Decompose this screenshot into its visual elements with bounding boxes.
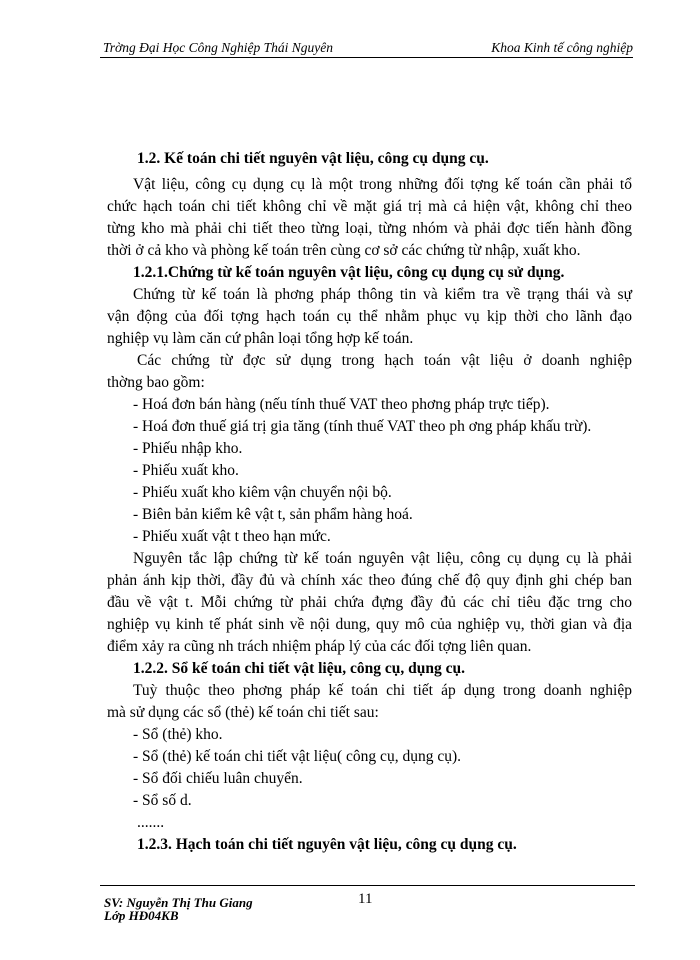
list-item: - Phiếu xuất vật t theo hạn mức. (133, 528, 331, 545)
header-divider (100, 57, 633, 58)
paragraph-line: Nguyên tắc lập chứng từ kế toán nguyên vật liệu, công cụ dụng cụ là phải (133, 550, 632, 567)
list-item: - Phiếu nhập kho. (133, 440, 243, 457)
paragraph-line: đầu về vật t. Mỗi chứng từ phải chứa đựng đầy đủ các chỉ tiêu đặc trng cho (107, 594, 632, 611)
section-heading-1-2-3: 1.2.3. Hạch toán chi tiết nguyên vật liệu, công cụ dụng cụ. (137, 836, 517, 853)
paragraph-line: Các chứng từ đợc sử dụng trong hạch toán vật liệu ở doanh nghiệp (137, 352, 632, 369)
section-heading-1-2: 1.2. Kế toán chi tiết nguyên vật liệu, công cụ dụng cụ. (137, 150, 489, 167)
list-item: - Sổ số d. (133, 792, 192, 809)
page-number: 11 (358, 891, 373, 907)
paragraph-line: Tuỳ thuộc theo phơng pháp kế toán chi tiết áp dụng trong doanh nghiệp (133, 682, 632, 699)
class-code: Lớp HĐ04KB (104, 908, 179, 923)
list-item: - Hoá đơn bán hàng (nếu tính thuế VAT theo phơng pháp trực tiếp). (133, 396, 550, 413)
list-item: - Sổ đối chiếu luân chuyển. (133, 770, 303, 787)
list-item: - Hoá đơn thuế giá trị gia tăng (tính thuế VAT theo ph ơng pháp khấu trừ). (133, 418, 592, 435)
paragraph-line: Vật liệu, công cụ dụng cụ là một trong những đối tợng kế toán cần phải tổ (133, 176, 632, 193)
university-name: Trờng Đại Học Công Nghiệp Thái Nguyên (103, 40, 333, 55)
list-item: - Sổ (thẻ) kế toán chi tiết vật liệu( công cụ, dụng cụ). (133, 748, 461, 765)
paragraph-line: từng kho mà phải chi tiết theo từng loại, từng nhóm và phải đợc tiến hành đồng (107, 220, 632, 237)
list-item: - Phiếu xuất kho kiêm vận chuyển nội bộ. (133, 484, 392, 501)
paragraph-line: chức hạch toán chi tiết không chỉ về mặt giá trị mà cả hiện vật, không chỉ theo (107, 198, 632, 215)
list-item: - Sổ (thẻ) kho. (133, 726, 223, 743)
paragraph-line: Chứng từ kế toán là phơng pháp thông tin và kiểm tra về trạng thái và sự (133, 286, 632, 303)
list-item: - Biên bản kiểm kê vật t, sản phẩm hàng hoá. (133, 506, 413, 523)
paragraph-line: thời ở cả kho và phòng kế toán trên cùng cơ sở các chứng từ nhập, xuất kho. (107, 242, 581, 259)
paragraph-line: thờng bao gồm: (107, 374, 205, 391)
section-heading-1-2-1: 1.2.1.Chứng từ kế toán nguyên vật liệu, công cụ dụng cụ sử dụng. (133, 264, 565, 281)
paragraph-line: vận động của đối tợng hạch toán cụ thể nhằm phục vụ kịp thời cho lãnh đạo (107, 308, 632, 325)
paragraph-line: phản ánh kịp thời, đầy đủ và chính xác theo đúng chế độ quy định ghi chép ban (107, 572, 632, 589)
paragraph-line: nghiệp vụ làm căn cứ phân loại tổng hợp kế toán. (107, 330, 414, 347)
page-footer (100, 885, 635, 945)
student-name: SV: Nguyễn Thị Thu Giang (104, 895, 253, 910)
page-header (100, 30, 633, 58)
footer-divider (100, 885, 635, 886)
section-heading-1-2-2: 1.2.2. Sổ kế toán chi tiết vật liệu, công cụ, dụng cụ. (133, 660, 465, 677)
list-item: - Phiếu xuất kho. (133, 462, 239, 479)
faculty-name: Khoa Kinh tế công nghiệp (491, 40, 633, 55)
paragraph-line: nghiệp vụ kinh tế phát sinh về nội dung, quy mô của nghiệp vụ, thời gian và địa (107, 616, 632, 633)
paragraph-line: mà sử dụng các sổ (thẻ) kế toán chi tiết sau: (107, 704, 379, 721)
paragraph-line: điểm xảy ra cũng nh trách nhiệm pháp lý của các đối tợng liên quan. (107, 638, 532, 655)
ellipsis-line: ....... (137, 814, 165, 831)
